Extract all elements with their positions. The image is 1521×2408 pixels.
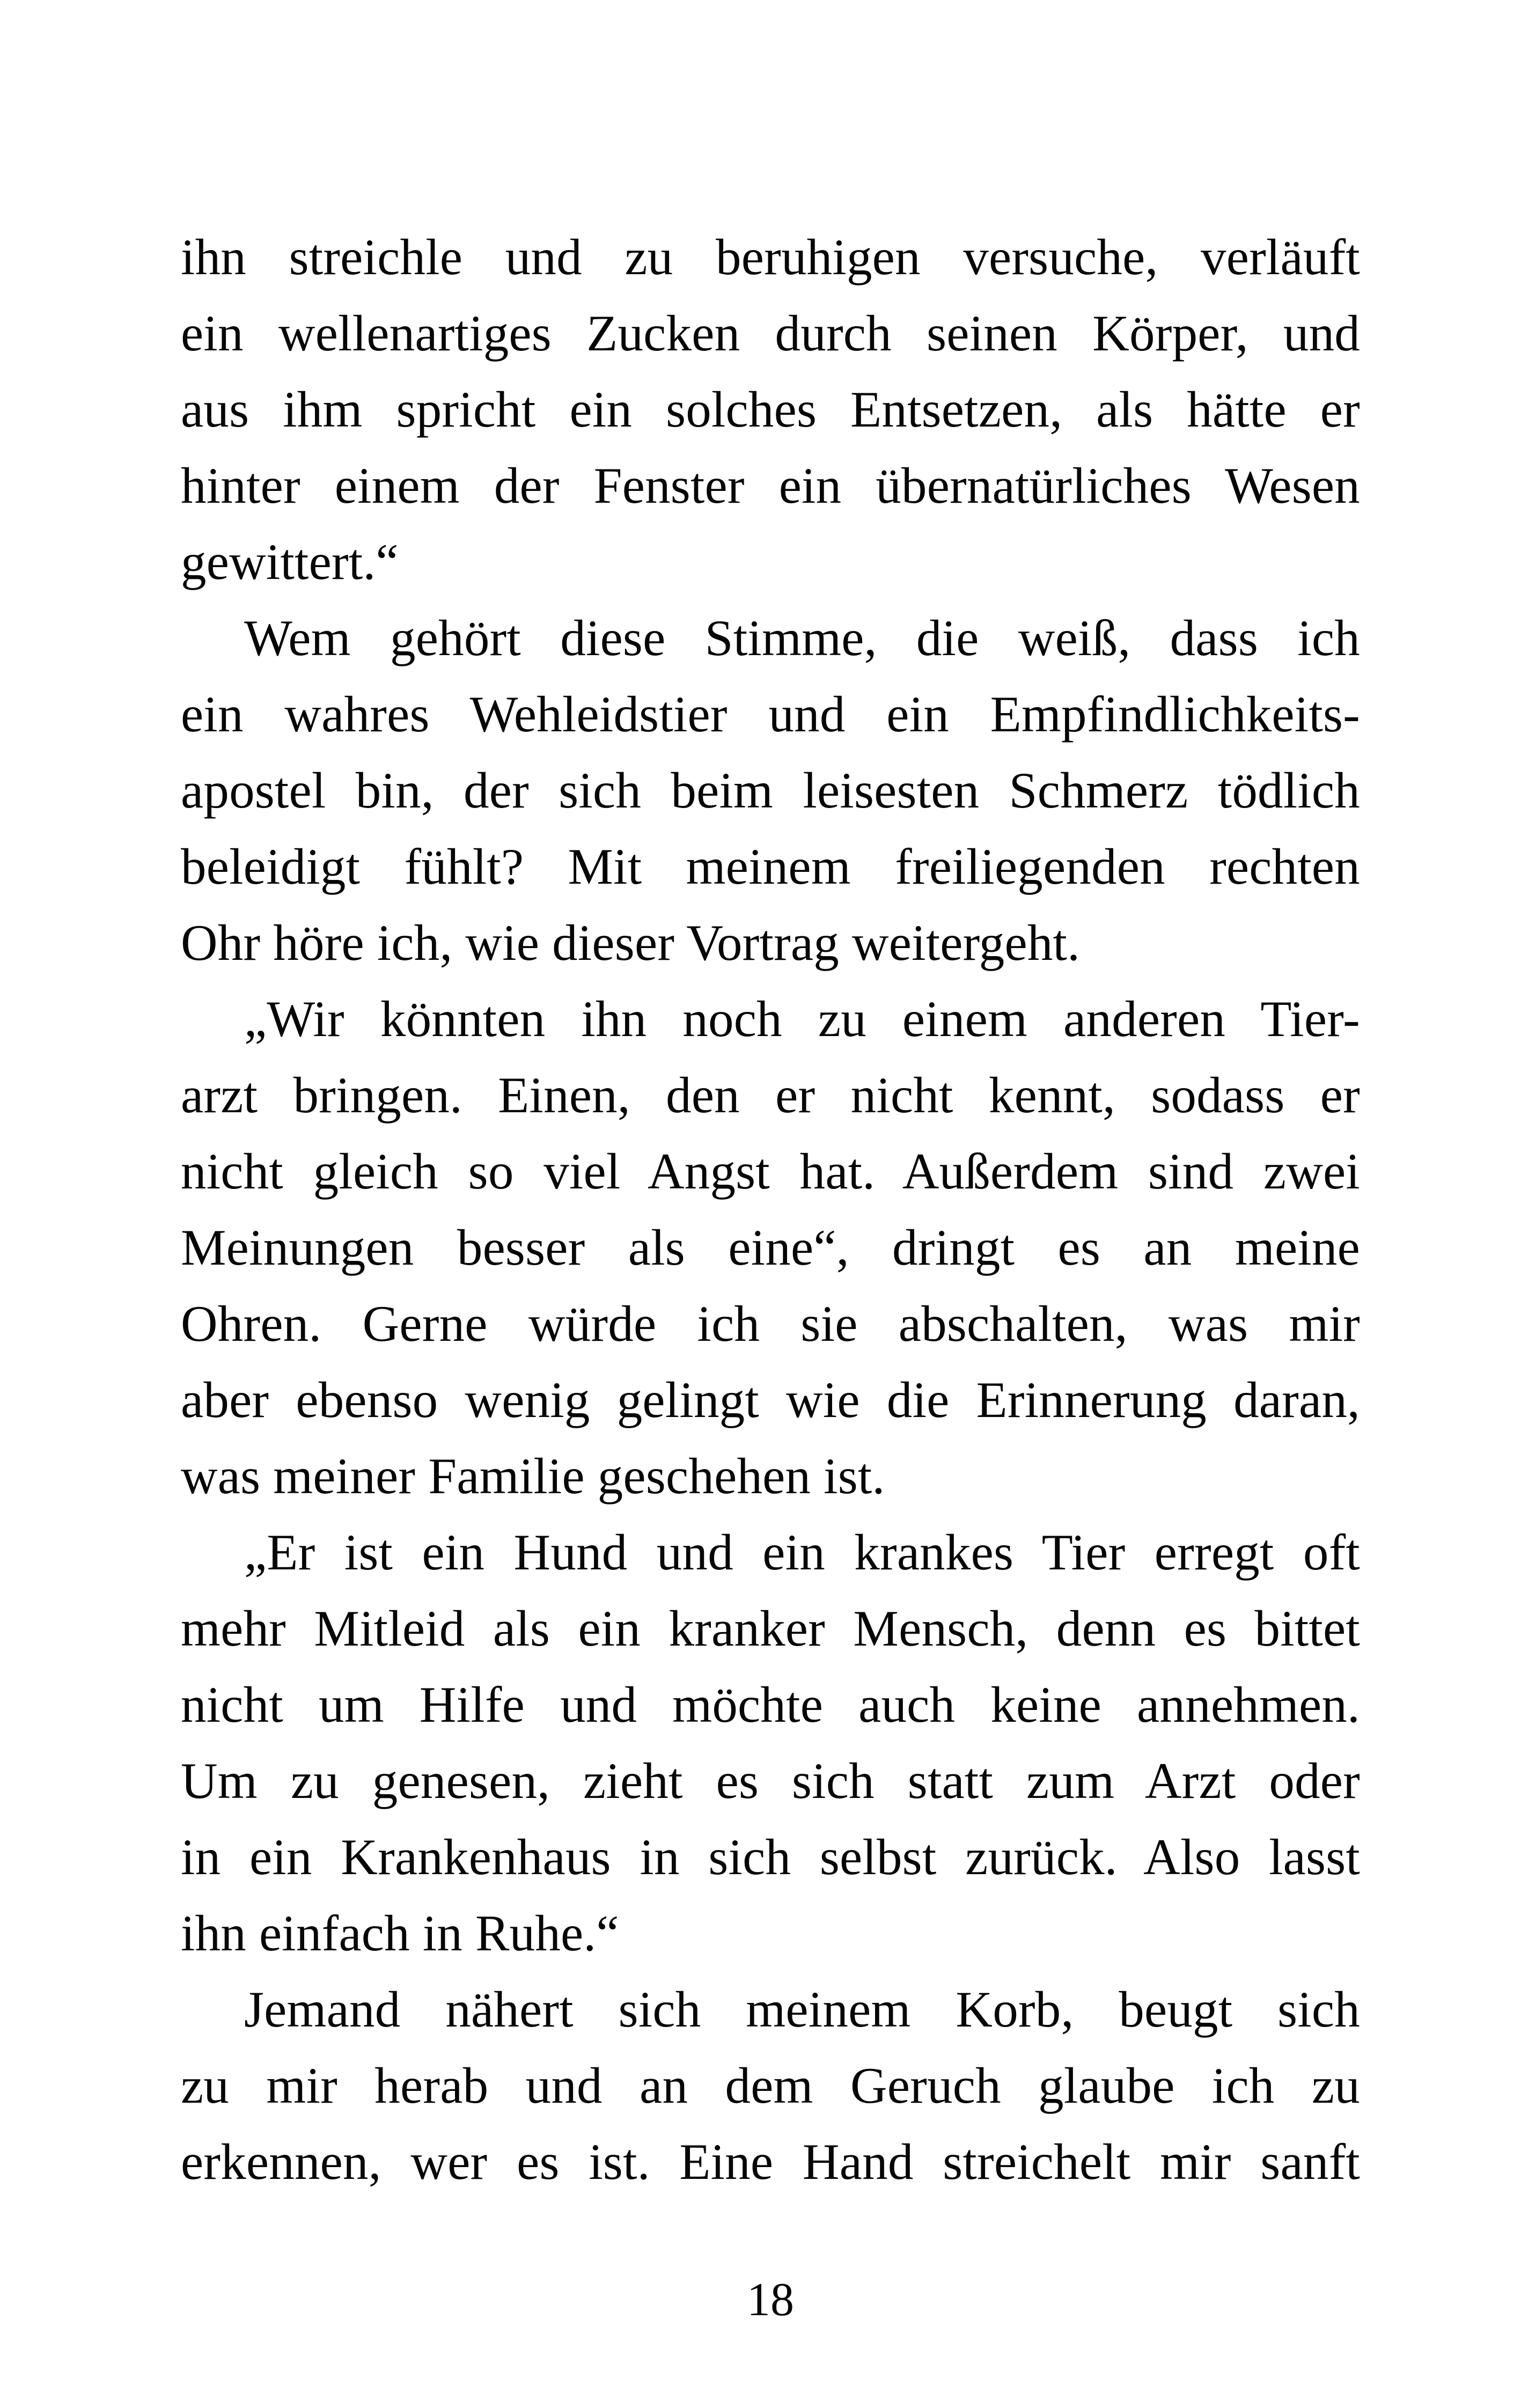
text-line: apostel bin, der sich beim leisesten Schmerz tödlich: [181, 762, 1360, 819]
paragraph: [181, 600, 1360, 981]
text-line: Meinungen besser als eine“, dringt es an meine: [181, 1219, 1360, 1276]
text-line: in ein Krankenhaus in sich selbst zurück. Also lasst: [181, 1829, 1360, 1885]
text-line: nicht um Hilfe und möchte auch keine annehmen.: [181, 1676, 1360, 1733]
text-line: Ohr höre ich, wie dieser Vortrag weitergeht.: [181, 914, 1081, 971]
text-line: hinter einem der Fenster ein übernatürliches Wesen: [181, 457, 1360, 514]
text-line: „Er ist ein Hund und ein krankes Tier erregt oft: [244, 1524, 1360, 1581]
paragraph: [181, 219, 1360, 600]
text-line: ein wahres Wehleidstier und ein Empfindlichkeits-: [181, 686, 1360, 743]
text-line: ihn streichle und zu beruhigen versuche, verläuft: [181, 229, 1360, 285]
page-number: 18: [747, 2274, 794, 2326]
text-line: erkennen, wer es ist. Eine Hand streichelt mir sanft: [181, 2133, 1360, 2190]
text-line: beleidigt fühlt? Mit meinem freiliegenden rechten: [181, 838, 1360, 895]
text-line: nicht gleich so viel Angst hat. Außerdem sind zwei: [181, 1143, 1360, 1200]
paragraph: [181, 1514, 1360, 1971]
text-line: ein wellenartiges Zucken durch seinen Körper, und: [181, 305, 1360, 362]
text-line: aber ebenso wenig gelingt wie die Erinnerung daran,: [181, 1371, 1360, 1428]
text-line: Jemand nähert sich meinem Korb, beugt sich: [244, 1981, 1360, 2038]
paragraph: [181, 981, 1360, 1514]
text-line: arzt bringen. Einen, den er nicht kennt, sodass er: [181, 1067, 1360, 1124]
text-line: was meiner Familie geschehen ist.: [181, 1448, 885, 1504]
text-line: aus ihm spricht ein solches Entsetzen, als hätte er: [181, 381, 1360, 438]
text-line: gewittert.“: [181, 533, 399, 590]
page-text-block: [181, 219, 1360, 2200]
text-line: ihn einfach in Ruhe.“: [181, 1905, 619, 1962]
text-line: Wem gehört diese Stimme, die weiß, dass ich: [244, 610, 1360, 666]
text-line: „Wir könnten ihn noch zu einem anderen Tier-: [244, 990, 1360, 1047]
paragraph: [181, 1971, 1360, 2200]
text-line: mehr Mitleid als ein kranker Mensch, denn es bittet: [181, 1600, 1360, 1657]
text-line: Um zu genesen, zieht es sich statt zum Arzt oder: [181, 1752, 1360, 1809]
text-line: Ohren. Gerne würde ich sie abschalten, was mir: [181, 1295, 1360, 1352]
text-line: zu mir herab und an dem Geruch glaube ich zu: [181, 2057, 1360, 2114]
